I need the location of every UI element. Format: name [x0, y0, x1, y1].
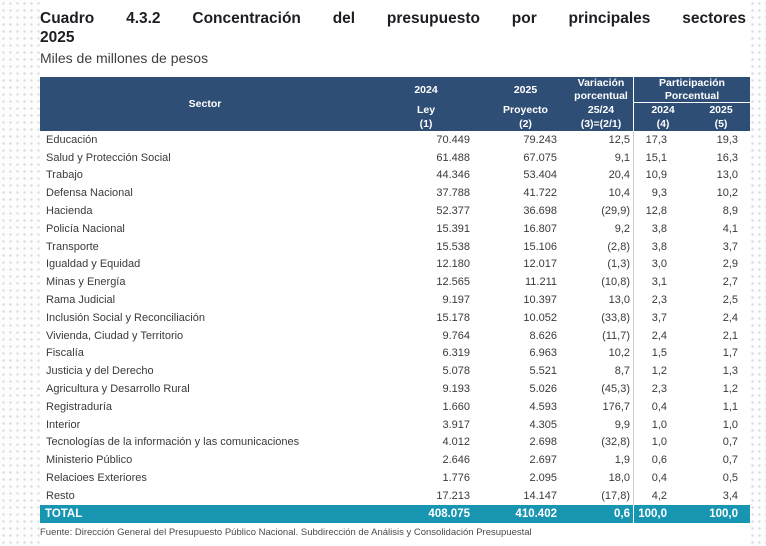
sector-cell: Agricultura y Desarrollo Rural	[46, 383, 190, 396]
ley-2024-cell: 12.565	[436, 276, 470, 289]
budget-table	[40, 77, 750, 523]
variacion-cell: (1,3)	[607, 258, 630, 271]
sector-cell: Salud y Protección Social	[46, 151, 171, 164]
ley-2024-cell: 2.646	[442, 454, 470, 467]
page-title-line2: 2025	[40, 29, 75, 46]
participacion-2025-cell: 1,0	[722, 418, 738, 431]
ley-2024-cell: 44.346	[436, 169, 470, 182]
proyecto-2025-cell: 4.593	[529, 400, 557, 413]
ley-2024-cell: 52.377	[436, 205, 470, 218]
proyecto-2025-cell: 2.698	[529, 436, 557, 449]
page-subtitle: Miles de millones de pesos	[40, 50, 209, 66]
participacion-2025-cell: 16,3	[716, 151, 738, 164]
participacion-2025-cell: 3,7	[722, 240, 738, 253]
participacion-2024-cell: 3,7	[633, 309, 673, 327]
header-2025-proyecto-year: 2025	[513, 84, 538, 96]
sector-cell: Rama Judicial	[46, 294, 116, 307]
participacion-2025-cell: 0,5	[722, 472, 738, 485]
participacion-2024-cell: 3,1	[633, 273, 673, 291]
variacion-cell: 10,2	[608, 347, 630, 360]
variacion-cell: 1,9	[614, 454, 630, 467]
proyecto-2025-cell: 79.243	[523, 133, 557, 146]
header-participacion-line1: Participación	[659, 77, 725, 89]
variacion-cell: (10,8)	[601, 276, 630, 289]
proyecto-2025-cell: 53.404	[523, 169, 557, 182]
ley-2024-cell: 12.180	[436, 258, 470, 271]
participacion-2025-cell: 0,7	[722, 454, 738, 467]
ley-2024-cell: 6.319	[442, 347, 470, 360]
sector-cell: Tecnologías de la información y las comunicaciones	[46, 436, 300, 449]
participacion-2024-cell: 12,8	[633, 202, 673, 220]
variacion-cell: (11,7)	[602, 329, 630, 342]
sector-cell: Inclusión Social y Reconciliación	[46, 311, 205, 324]
table-row	[40, 184, 750, 202]
sector-cell: Trabajo	[46, 169, 83, 182]
participacion-2024-cell: 1,0	[633, 416, 673, 434]
variacion-cell: (2,8)	[607, 240, 630, 253]
header-participacion-2025-num: (5)	[714, 118, 728, 130]
table-row	[40, 362, 750, 380]
variacion-cell: 10,4	[608, 187, 630, 200]
table-row	[40, 451, 750, 469]
table-row	[40, 309, 750, 327]
participacion-2024-cell: 2,4	[633, 327, 673, 345]
proyecto-2025-cell: 4.305	[529, 418, 557, 431]
header-2025-proyecto	[482, 77, 569, 131]
table-row	[40, 291, 750, 309]
header-variacion-label: 25/24	[587, 104, 615, 116]
page-title-line1: Cuadro 4.3.2 Concentración del presupuesto por principales sectores	[40, 10, 746, 27]
header-participacion-2024-num: (4)	[656, 118, 670, 130]
variacion-cell: (17,8)	[601, 489, 630, 502]
participacion-2025-cell: 2,7	[722, 276, 738, 289]
sector-cell: Hacienda	[46, 205, 93, 218]
sector-cell: Resto	[46, 489, 75, 502]
proyecto-2025-cell: 14.147	[523, 489, 557, 502]
ley-2024-cell: 70.449	[436, 133, 470, 146]
participacion-2024-cell: 1,5	[633, 345, 673, 363]
header-sector: Sector	[188, 98, 222, 110]
header-2025-proyecto-num: (2)	[519, 118, 532, 130]
table-row	[40, 273, 750, 291]
participacion-2025-cell: 4,1	[722, 222, 738, 235]
variacion-cell: 13,0	[608, 294, 630, 307]
header-participacion-2025-year: 2025	[709, 104, 733, 116]
proyecto-2025-cell: 5.521	[529, 365, 557, 378]
table-body	[40, 131, 750, 505]
sector-cell: Educación	[46, 133, 98, 146]
proyecto-2025-cell: 10.397	[523, 294, 557, 307]
participacion-2024-cell: 1,2	[633, 362, 673, 380]
participacion-2024-cell: 3,8	[633, 238, 673, 256]
variacion-cell: 18,0	[608, 472, 630, 485]
participacion-2025-cell: 1,2	[722, 383, 738, 396]
header-2024-ley-label: Ley	[416, 104, 436, 116]
total-row	[40, 505, 750, 523]
header-participacion-2024-year: 2024	[651, 104, 675, 116]
proyecto-2025-cell: 11.211	[524, 276, 557, 289]
table-row	[40, 434, 750, 452]
sector-cell: Transporte	[46, 240, 99, 253]
proyecto-2025-cell: 67.075	[523, 151, 557, 164]
ley-2024-cell: 15.178	[436, 311, 470, 324]
participacion-2025-cell: 2,9	[722, 258, 738, 271]
sector-cell: Vivienda, Ciudad y Territorio	[46, 329, 184, 342]
header-2024-ley	[370, 77, 482, 131]
header-participacion-subcolumns	[634, 103, 750, 131]
participacion-2024-cell: 2,3	[633, 291, 673, 309]
proyecto-2025-cell: 8.626	[529, 329, 557, 342]
proyecto-2025-cell: 41.722	[523, 187, 557, 200]
participacion-2024-cell: 9,3	[633, 184, 673, 202]
ley-2024-cell: 37.788	[436, 187, 470, 200]
participacion-2025-cell: 1,3	[722, 365, 738, 378]
sector-cell: Policía Nacional	[46, 222, 125, 235]
participacion-2025-cell: 10,2	[716, 187, 738, 200]
participacion-2024-cell: 3,0	[633, 256, 673, 274]
participacion-2025-cell: 19,3	[716, 133, 738, 146]
participacion-2025-cell: 2,5	[722, 294, 738, 307]
table-row	[40, 327, 750, 345]
participacion-2025-cell: 8,9	[722, 205, 738, 218]
participacion-2024-cell: 10,9	[633, 167, 673, 185]
table-row	[40, 380, 750, 398]
total-2025-proyecto: 410.402	[515, 507, 557, 520]
participacion-2024-cell: 15,1	[633, 149, 673, 167]
page	[40, 0, 750, 546]
variacion-cell: 9,1	[614, 151, 630, 164]
ley-2024-cell: 9.764	[442, 329, 470, 342]
ley-2024-cell: 17.213	[436, 489, 470, 502]
ley-2024-cell: 1.660	[442, 400, 470, 413]
total-participacion-2025: 100,0	[709, 507, 738, 520]
proyecto-2025-cell: 5.026	[529, 383, 557, 396]
variacion-cell: 9,9	[614, 418, 630, 431]
header-2025-proyecto-label: Proyecto	[503, 104, 548, 116]
ley-2024-cell: 15.538	[436, 240, 470, 253]
header-variacion-line2: porcentual	[574, 90, 628, 102]
total-2024-ley: 408.075	[428, 507, 470, 520]
proyecto-2025-cell: 2.697	[529, 454, 557, 467]
variacion-cell: (45,3)	[601, 383, 630, 396]
table-row	[40, 398, 750, 416]
participacion-2024-cell: 4,2	[633, 487, 673, 505]
variacion-cell: (29,9)	[601, 205, 630, 218]
table-header	[40, 77, 750, 131]
header-2024-ley-num: (1)	[419, 118, 433, 130]
sector-cell: Relacioes Exteriores	[46, 472, 147, 485]
header-participacion	[633, 77, 750, 131]
participacion-2024-cell: 0,4	[633, 398, 673, 416]
proyecto-2025-cell: 15.106	[523, 240, 557, 253]
participacion-2025-cell: 1,1	[722, 400, 738, 413]
sector-cell: Minas y Energía	[46, 276, 126, 289]
participacion-2025-cell: 1,7	[722, 347, 738, 360]
header-variacion	[569, 77, 633, 131]
sector-cell: Justicia y del Derecho	[46, 365, 154, 378]
participacion-2024-cell: 2,3	[633, 380, 673, 398]
table-row	[40, 131, 750, 149]
header-2024-ley-year: 2024	[414, 84, 438, 96]
header-participacion-line2: Porcentual	[664, 90, 720, 102]
sector-cell: Registraduría	[46, 400, 113, 413]
participacion-2025-cell: 13,0	[716, 169, 738, 182]
sector-cell: Ministerio Público	[46, 454, 133, 467]
proyecto-2025-cell: 2.095	[529, 472, 557, 485]
table-row	[40, 238, 750, 256]
total-label: TOTAL	[45, 507, 83, 520]
variacion-cell: (32,8)	[601, 436, 630, 449]
participacion-2024-cell: 1,0	[633, 434, 673, 452]
table-row	[40, 345, 750, 363]
ley-2024-cell: 1.776	[442, 472, 470, 485]
ley-2024-cell: 15.391	[436, 222, 470, 235]
source-note: Fuente: Dirección General del Presupuesto Público Nacional. Subdirección de Análisis y Consolidación Presupuestal	[40, 526, 532, 538]
ley-2024-cell: 5.078	[442, 365, 470, 378]
ley-2024-cell: 61.488	[436, 151, 470, 164]
table-row	[40, 202, 750, 220]
header-participacion-2024	[634, 103, 692, 131]
variacion-cell: 8,7	[614, 365, 630, 378]
participacion-2025-cell: 2,1	[722, 329, 738, 342]
proyecto-2025-cell: 6.963	[529, 347, 557, 360]
variacion-cell: 20,4	[608, 169, 630, 182]
participacion-2025-cell: 3,4	[722, 489, 738, 502]
table-row	[40, 487, 750, 505]
header-variacion-num: (3)=(2/1)	[580, 118, 622, 130]
table-row	[40, 149, 750, 167]
ley-2024-cell: 9.193	[442, 383, 470, 396]
sector-cell: Fiscalía	[46, 347, 84, 360]
proyecto-2025-cell: 16.807	[523, 222, 557, 235]
ley-2024-cell: 9.197	[442, 294, 470, 307]
page-title	[40, 9, 750, 47]
participacion-2024-cell: 17,3	[633, 131, 673, 149]
header-variacion-line1: Variación	[577, 77, 625, 89]
sector-cell: Interior	[46, 418, 81, 431]
table-row	[40, 469, 750, 487]
participacion-2024-cell: 0,6	[633, 451, 673, 469]
proyecto-2025-cell: 10.052	[523, 311, 557, 324]
variacion-cell: (33,8)	[601, 311, 630, 324]
proyecto-2025-cell: 36.698	[523, 205, 557, 218]
ley-2024-cell: 4.012	[442, 436, 470, 449]
proyecto-2025-cell: 12.017	[523, 258, 557, 271]
header-participacion-2025	[692, 103, 750, 131]
header-participacion-title	[634, 77, 750, 103]
table-row	[40, 167, 750, 185]
participacion-2025-cell: 2,4	[722, 311, 738, 324]
variacion-cell: 12,5	[608, 133, 630, 146]
table-row	[40, 220, 750, 238]
total-participacion-2024: 100,0	[633, 505, 673, 523]
table-row	[40, 416, 750, 434]
sector-cell: Defensa Nacional	[46, 187, 133, 200]
participacion-2024-cell: 0,4	[633, 469, 673, 487]
total-variacion: 0,6	[614, 507, 630, 520]
ley-2024-cell: 3.917	[442, 418, 470, 431]
variacion-cell: 176,7	[602, 400, 630, 413]
participacion-2025-cell: 0,7	[722, 436, 738, 449]
table-row	[40, 256, 750, 274]
variacion-cell: 9,2	[614, 222, 630, 235]
participacion-2024-cell: 3,8	[633, 220, 673, 238]
sector-cell: Igualdad y Equidad	[46, 258, 141, 271]
